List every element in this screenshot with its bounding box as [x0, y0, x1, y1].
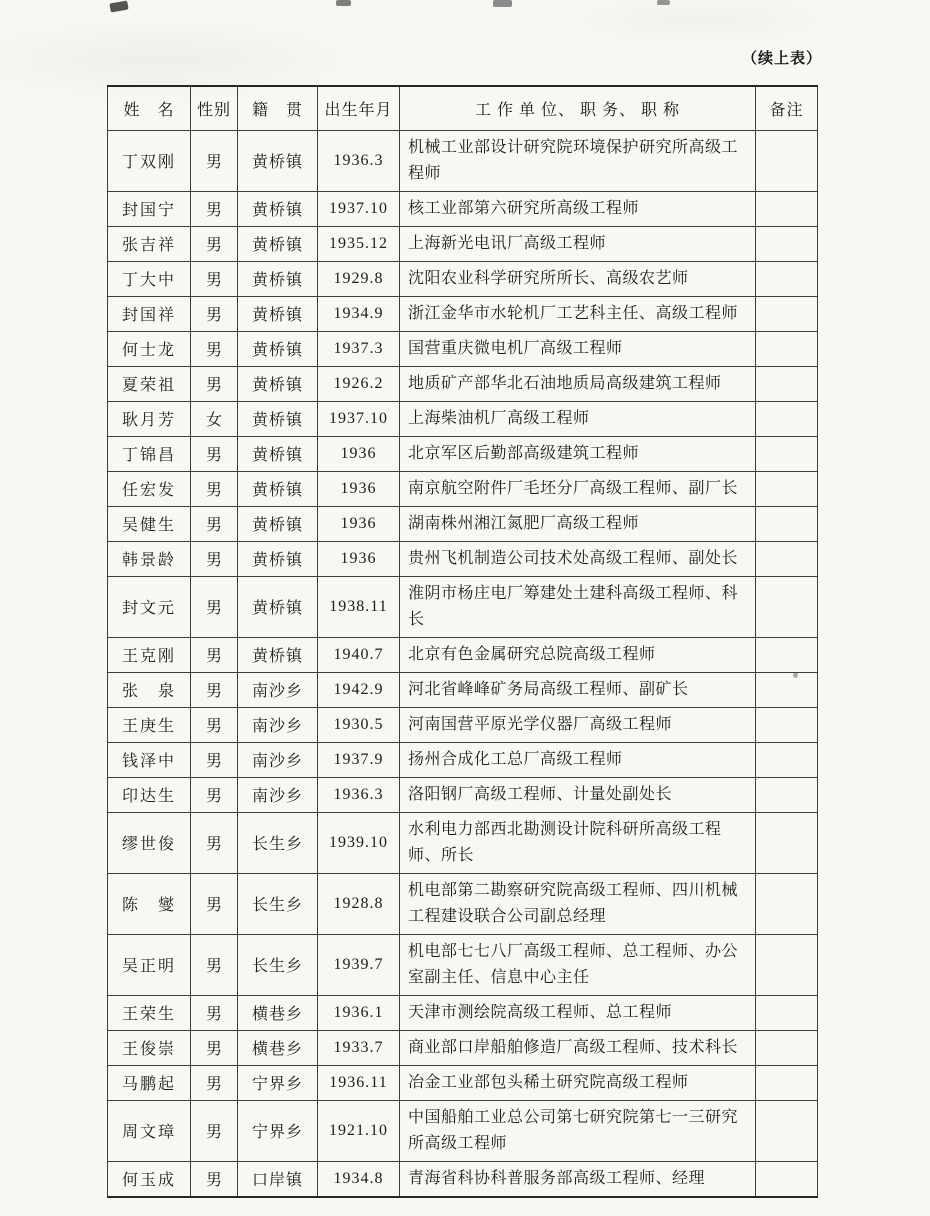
- name-cell: 钱泽中: [108, 742, 191, 777]
- table-row: [108, 261, 818, 296]
- gender-cell: 男: [191, 995, 238, 1030]
- name-cell: 陈 燮: [108, 873, 191, 934]
- origin-cell: 横巷乡: [238, 995, 318, 1030]
- note-cell: [756, 637, 818, 672]
- table-row: [108, 296, 818, 331]
- note-cell: [756, 934, 818, 995]
- gender-cell: 男: [191, 637, 238, 672]
- table-row: [108, 191, 818, 226]
- work-title-cell: 机械工业部设计研究院环境保护研究所高级工程师: [400, 130, 756, 191]
- origin-cell: 黄桥镇: [238, 401, 318, 436]
- table-row: [108, 1065, 818, 1100]
- note-cell: [756, 541, 818, 576]
- work-title-cell: 机电部七七八厂高级工程师、总工程师、办公室副主任、信息中心主任: [400, 934, 756, 995]
- gender-cell: 男: [191, 1161, 238, 1197]
- note-cell: [756, 777, 818, 812]
- gender-cell: 男: [191, 812, 238, 873]
- work-title-cell: 上海柴油机厂高级工程师: [400, 401, 756, 436]
- birth-date-cell: 1938.11: [318, 576, 400, 637]
- work-title-cell: 商业部口岸船舶修造厂高级工程师、技术科长: [400, 1030, 756, 1065]
- work-title-cell: 北京军区后勤部高级建筑工程师: [400, 436, 756, 471]
- birth-date-cell: 1936.3: [318, 777, 400, 812]
- name-cell: 吴正明: [108, 934, 191, 995]
- header-work: 工 作 单 位、 职 务、 职 称: [400, 86, 756, 130]
- name-cell: 周文璋: [108, 1100, 191, 1161]
- note-cell: [756, 261, 818, 296]
- birth-date-cell: 1939.7: [318, 934, 400, 995]
- gender-cell: 男: [191, 436, 238, 471]
- gender-cell: 男: [191, 130, 238, 191]
- work-title-cell: 中国船舶工业总公司第七研究院第七一三研究所高级工程师: [400, 1100, 756, 1161]
- work-title-cell: 国营重庆微电机厂高级工程师: [400, 331, 756, 366]
- name-cell: 王俊崇: [108, 1030, 191, 1065]
- gender-cell: 男: [191, 366, 238, 401]
- table-row: [108, 637, 818, 672]
- gender-cell: 男: [191, 672, 238, 707]
- name-cell: 张吉祥: [108, 226, 191, 261]
- origin-cell: 横巷乡: [238, 1030, 318, 1065]
- gender-cell: 男: [191, 742, 238, 777]
- gender-cell: 男: [191, 777, 238, 812]
- origin-cell: 黄桥镇: [238, 331, 318, 366]
- gender-cell: 男: [191, 1100, 238, 1161]
- name-cell: 丁双刚: [108, 130, 191, 191]
- origin-cell: 南沙乡: [238, 777, 318, 812]
- gender-cell: 男: [191, 506, 238, 541]
- table-row: [108, 995, 818, 1030]
- name-cell: 封国祥: [108, 296, 191, 331]
- table-row: [108, 873, 818, 934]
- birth-date-cell: 1929.8: [318, 261, 400, 296]
- origin-cell: 黄桥镇: [238, 506, 318, 541]
- name-cell: 丁大中: [108, 261, 191, 296]
- work-title-cell: 水利电力部西北勘测设计院科研所高级工程师、所长: [400, 812, 756, 873]
- work-title-cell: 扬州合成化工总厂高级工程师: [400, 742, 756, 777]
- origin-cell: 黄桥镇: [238, 191, 318, 226]
- name-cell: 何士龙: [108, 331, 191, 366]
- birth-date-cell: 1936.3: [318, 130, 400, 191]
- scan-artifact: [657, 0, 670, 5]
- note-cell: [756, 366, 818, 401]
- origin-cell: 黄桥镇: [238, 130, 318, 191]
- work-title-cell: 机电部第二勘察研究院高级工程师、四川机械工程建设联合公司副总经理: [400, 873, 756, 934]
- origin-cell: 长生乡: [238, 873, 318, 934]
- name-cell: 何玉成: [108, 1161, 191, 1197]
- name-cell: 封文元: [108, 576, 191, 637]
- work-title-cell: 核工业部第六研究所高级工程师: [400, 191, 756, 226]
- birth-date-cell: 1937.10: [318, 191, 400, 226]
- table-row: [108, 934, 818, 995]
- birth-date-cell: 1937.10: [318, 401, 400, 436]
- note-cell: [756, 995, 818, 1030]
- note-cell: [756, 672, 818, 707]
- work-title-cell: 天津市测绘院高级工程师、总工程师: [400, 995, 756, 1030]
- work-title-cell: 北京有色金属研究总院高级工程师: [400, 637, 756, 672]
- work-title-cell: 南京航空附件厂毛坯分厂高级工程师、副厂长: [400, 471, 756, 506]
- note-cell: [756, 1100, 818, 1161]
- table-row: [108, 130, 818, 191]
- work-title-cell: 湖南株州湘江氮肥厂高级工程师: [400, 506, 756, 541]
- origin-cell: 黄桥镇: [238, 576, 318, 637]
- scan-artifact: [109, 1, 128, 13]
- birth-date-cell: 1939.10: [318, 812, 400, 873]
- birth-date-cell: 1936: [318, 506, 400, 541]
- note-cell: [756, 1065, 818, 1100]
- birth-date-cell: 1936.11: [318, 1065, 400, 1100]
- birth-date-cell: 1942.9: [318, 672, 400, 707]
- birth-date-cell: 1926.2: [318, 366, 400, 401]
- table-row: [108, 742, 818, 777]
- note-cell: [756, 873, 818, 934]
- work-title-cell: 沈阳农业科学研究所所长、高级农艺师: [400, 261, 756, 296]
- note-cell: [756, 471, 818, 506]
- origin-cell: 黄桥镇: [238, 436, 318, 471]
- gender-cell: 男: [191, 576, 238, 637]
- name-cell: 印达生: [108, 777, 191, 812]
- gender-cell: 男: [191, 1030, 238, 1065]
- note-cell: [756, 191, 818, 226]
- note-cell: [756, 331, 818, 366]
- work-title-cell: 淮阴市杨庄电厂筹建处土建科高级工程师、科长: [400, 576, 756, 637]
- origin-cell: 黄桥镇: [238, 296, 318, 331]
- table-row: [108, 471, 818, 506]
- work-title-cell: 冶金工业部包头稀土研究院高级工程师: [400, 1065, 756, 1100]
- note-cell: [756, 401, 818, 436]
- origin-cell: 黄桥镇: [238, 541, 318, 576]
- table-row: [108, 777, 818, 812]
- birth-date-cell: 1930.5: [318, 707, 400, 742]
- name-cell: 王荣生: [108, 995, 191, 1030]
- gender-cell: 男: [191, 541, 238, 576]
- table-row: [108, 1030, 818, 1065]
- header-note: 备注: [756, 86, 818, 130]
- origin-cell: 南沙乡: [238, 742, 318, 777]
- origin-cell: 口岸镇: [238, 1161, 318, 1197]
- table-row: [108, 401, 818, 436]
- note-cell: [756, 742, 818, 777]
- table-row: [108, 672, 818, 707]
- table-header-row: [108, 86, 818, 130]
- birth-date-cell: 1928.8: [318, 873, 400, 934]
- table-body: [108, 130, 818, 1197]
- name-cell: 张 泉: [108, 672, 191, 707]
- name-cell: 马鹏起: [108, 1065, 191, 1100]
- name-cell: 吴健生: [108, 506, 191, 541]
- header-birth: 出生年月: [318, 86, 400, 130]
- origin-cell: 黄桥镇: [238, 261, 318, 296]
- birth-date-cell: 1940.7: [318, 637, 400, 672]
- table-row: [108, 576, 818, 637]
- header-name: 姓 名: [108, 86, 191, 130]
- table-row: [108, 226, 818, 261]
- birth-date-cell: 1936: [318, 471, 400, 506]
- birth-date-cell: 1936.1: [318, 995, 400, 1030]
- table-row: [108, 707, 818, 742]
- gender-cell: 男: [191, 191, 238, 226]
- name-cell: 王庚生: [108, 707, 191, 742]
- birth-date-cell: 1933.7: [318, 1030, 400, 1065]
- note-cell: [756, 576, 818, 637]
- header-gender: 性别: [191, 86, 238, 130]
- gender-cell: 男: [191, 296, 238, 331]
- work-title-cell: 河南国营平原光学仪器厂高级工程师: [400, 707, 756, 742]
- birth-date-cell: 1937.3: [318, 331, 400, 366]
- work-title-cell: 青海省科协科普服务部高级工程师、经理: [400, 1161, 756, 1197]
- table-row: [108, 331, 818, 366]
- name-cell: 任宏发: [108, 471, 191, 506]
- name-cell: 夏荣祖: [108, 366, 191, 401]
- table-row: [108, 436, 818, 471]
- work-title-cell: 地质矿产部华北石油地质局高级建筑工程师: [400, 366, 756, 401]
- origin-cell: 黄桥镇: [238, 637, 318, 672]
- birth-date-cell: 1935.12: [318, 226, 400, 261]
- work-title-cell: 洛阳钢厂高级工程师、计量处副处长: [400, 777, 756, 812]
- work-title-cell: 河北省峰峰矿务局高级工程师、副矿长: [400, 672, 756, 707]
- birth-date-cell: 1937.9: [318, 742, 400, 777]
- note-cell: [756, 296, 818, 331]
- origin-cell: 长生乡: [238, 812, 318, 873]
- origin-cell: 宁界乡: [238, 1100, 318, 1161]
- note-cell: [756, 506, 818, 541]
- birth-date-cell: 1934.8: [318, 1161, 400, 1197]
- name-cell: 丁锦昌: [108, 436, 191, 471]
- header-origin: 籍 贯: [238, 86, 318, 130]
- scan-artifact: [336, 0, 351, 6]
- work-title-cell: 浙江金华市水轮机厂工艺科主任、高级工程师: [400, 296, 756, 331]
- table-row: [108, 1161, 818, 1197]
- gender-cell: 男: [191, 1065, 238, 1100]
- origin-cell: 黄桥镇: [238, 366, 318, 401]
- origin-cell: 黄桥镇: [238, 226, 318, 261]
- birth-date-cell: 1921.10: [318, 1100, 400, 1161]
- birth-date-cell: 1934.9: [318, 296, 400, 331]
- origin-cell: 宁界乡: [238, 1065, 318, 1100]
- personnel-table: [107, 85, 818, 1198]
- gender-cell: 男: [191, 707, 238, 742]
- origin-cell: 南沙乡: [238, 707, 318, 742]
- note-cell: [756, 1161, 818, 1197]
- name-cell: 王克刚: [108, 637, 191, 672]
- gender-cell: 男: [191, 226, 238, 261]
- name-cell: 封国宁: [108, 191, 191, 226]
- work-title-cell: 贵州飞机制造公司技术处高级工程师、副处长: [400, 541, 756, 576]
- birth-date-cell: 1936: [318, 436, 400, 471]
- table-row: [108, 506, 818, 541]
- scan-artifact: [493, 0, 512, 7]
- table-row: [108, 366, 818, 401]
- note-cell: [756, 130, 818, 191]
- table-row: [108, 541, 818, 576]
- note-cell: [756, 226, 818, 261]
- note-cell: [756, 1030, 818, 1065]
- note-cell: [756, 707, 818, 742]
- note-cell: [756, 812, 818, 873]
- name-cell: 耿月芳: [108, 401, 191, 436]
- gender-cell: 男: [191, 934, 238, 995]
- gender-cell: 男: [191, 261, 238, 296]
- gender-cell: 女: [191, 401, 238, 436]
- note-cell: [756, 436, 818, 471]
- name-cell: 缪世俊: [108, 812, 191, 873]
- origin-cell: 南沙乡: [238, 672, 318, 707]
- birth-date-cell: 1936: [318, 541, 400, 576]
- gender-cell: 男: [191, 471, 238, 506]
- name-cell: 韩景龄: [108, 541, 191, 576]
- continuation-note: （续上表）: [741, 51, 822, 67]
- origin-cell: 长生乡: [238, 934, 318, 995]
- table-row: [108, 812, 818, 873]
- work-title-cell: 上海新光电讯厂高级工程师: [400, 226, 756, 261]
- table-row: [108, 1100, 818, 1161]
- gender-cell: 男: [191, 331, 238, 366]
- gender-cell: 男: [191, 873, 238, 934]
- origin-cell: 黄桥镇: [238, 471, 318, 506]
